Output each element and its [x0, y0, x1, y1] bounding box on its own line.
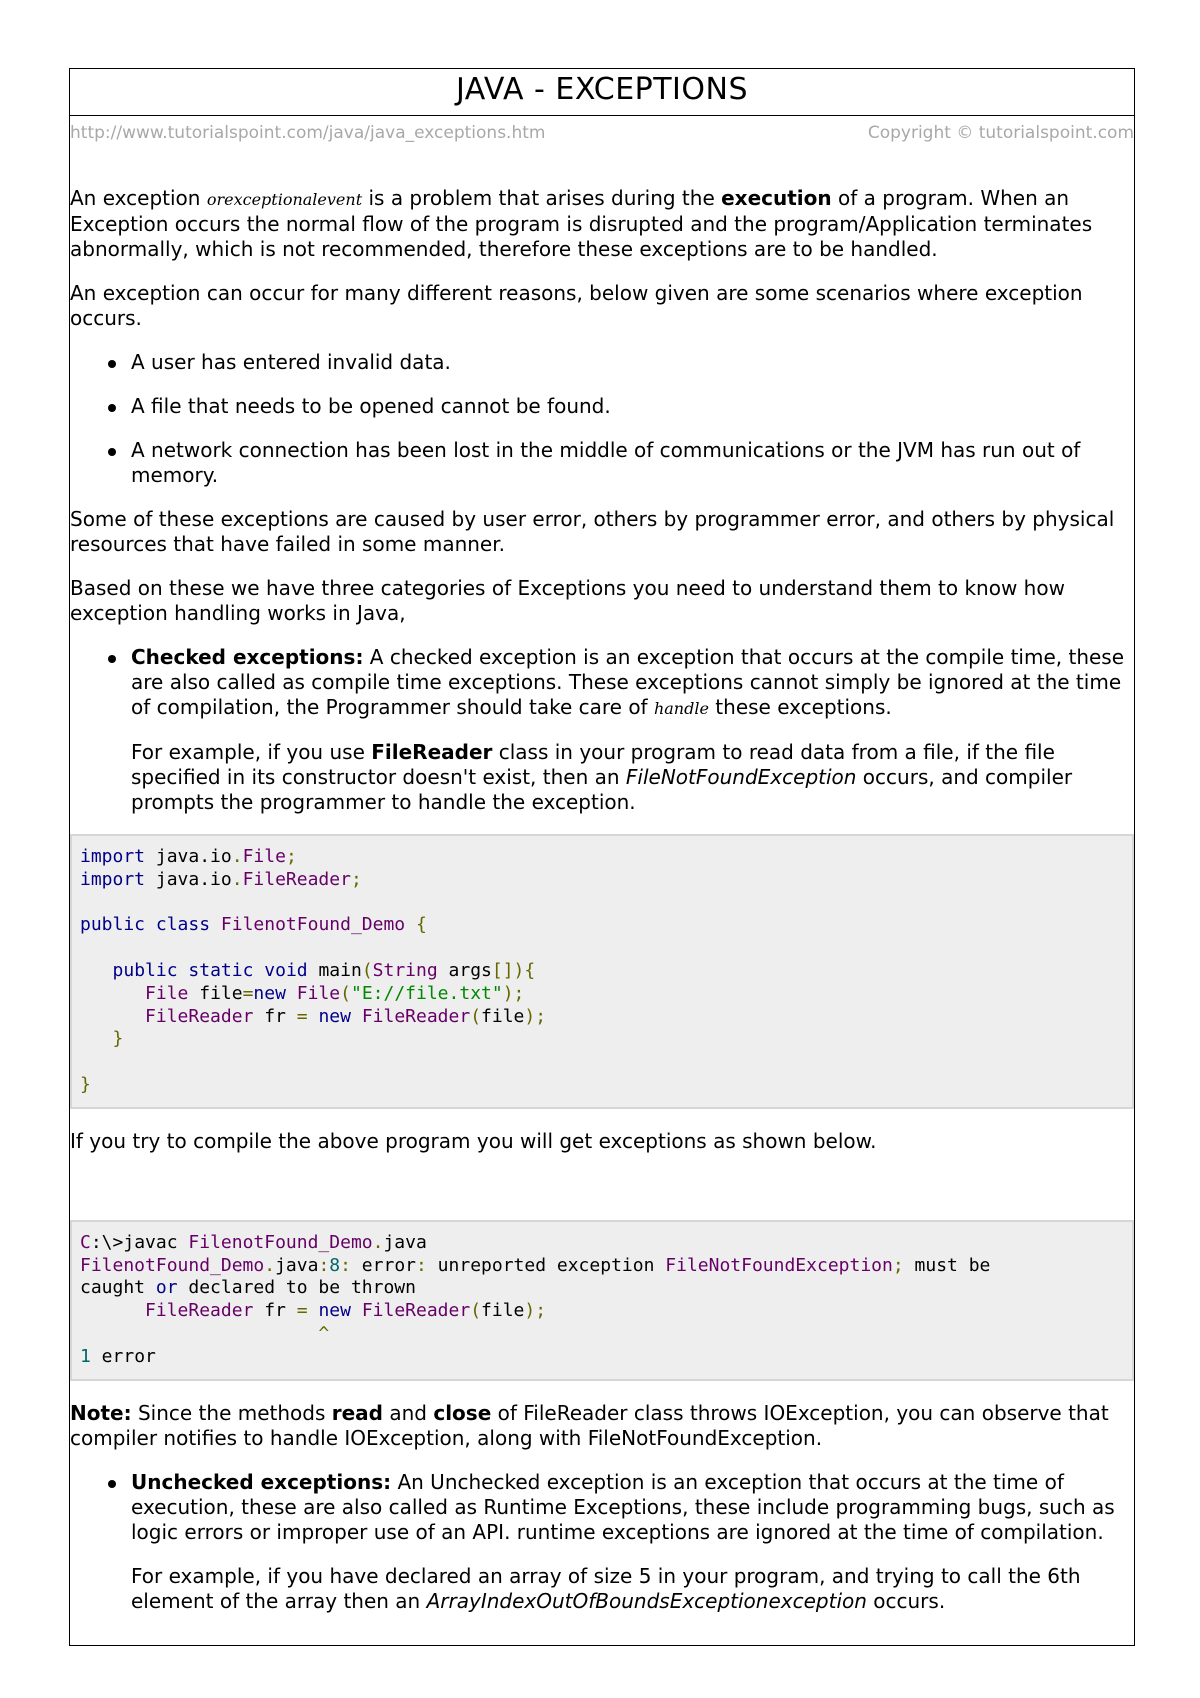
category-list — [70, 645, 1134, 815]
page-title: JAVA - EXCEPTIONS — [69, 68, 1135, 116]
category-list-continued — [70, 1470, 1134, 1614]
code-block-filereader: import java.io.File; import java.io.FileReader; public class FilenotFound_Demo { public static void main(String args[]){ File file=new File("E://file.txt"); FileReader fr = new FileReader(file); } } — [70, 834, 1134, 1109]
unchecked-exceptions-item: Unchecked exceptions: An Unchecked exception is an exception that occurs at the time of execution, these are also called as Runtime Exceptions, these include programming bugs, such as logic errors or improper use of an API. runtime exceptions are ignored at the time of compilation. For example, if you have declared an array of size 5 in your program, and trying to call the 6th element of the array then an ArrayIndexOutOfBoundsExceptionexception occurs. — [70, 1470, 1134, 1614]
list-item: A file that needs to be opened cannot be found. — [70, 394, 1134, 419]
scenarios-intro: An exception can occur for many different reasons, below given are some scenarios where exception occurs. — [70, 281, 1083, 330]
causes-paragraph: Some of these exceptions are caused by user error, others by programmer error, and others by physical resources that have failed in some manner. — [70, 507, 1115, 556]
categories-paragraph: Based on these we have three categories of Exceptions you need to understand them to know how exception handling works in Java, — [70, 576, 1065, 625]
copyright-notice: Copyright © tutorialspoint.com — [867, 123, 1134, 143]
note-paragraph: Note: Since the methods read and close of FileReader class throws IOException, you can observe that compiler notifies to handle IOException, along with FileNotFoundException. — [70, 1400, 1109, 1450]
scenario-list — [70, 350, 1134, 488]
intro-paragraph: An exception orexceptionalevent is a problem that arises during the execution of a program. When an Exception occurs the normal flow of the program is disrupted and the program/Application terminates abnormally, which is not recommended, therefore these exceptions are to be handled. — [70, 186, 1093, 261]
list-item: A user has entered invalid data. — [70, 350, 1134, 375]
document-body — [70, 186, 1134, 1633]
compile-result-paragraph: If you try to compile the above program you will get exceptions as shown below. — [70, 1128, 877, 1153]
source-url[interactable]: http://www.tutorialspoint.com/java/java_exceptions.htm — [70, 123, 546, 143]
code-block-compiler-output: C:\>javac FilenotFound_Demo.java FilenotFound_Demo.java:8: error: unreported exception FileNotFoundException; must be caught or declared to be thrown FileReader fr = new FileReader(file); ^ 1 error — [70, 1220, 1134, 1381]
checked-exceptions-item: Checked exceptions: A checked exception is an exception that occurs at the compile time, these are also called as compile time exceptions. These exceptions cannot simply be ignored at the time of compilation, the Programmer should take care of handle these exceptions. For example, if you use FileReader class in your program to read data from a file, if the file specified in its constructor doesn't exist, then an FileNotFoundException occurs, and compiler prompts the programmer to handle the exception. — [70, 645, 1134, 815]
list-item: A network connection has been lost in the middle of communications or the JVM has run out of memory. — [70, 438, 1134, 488]
